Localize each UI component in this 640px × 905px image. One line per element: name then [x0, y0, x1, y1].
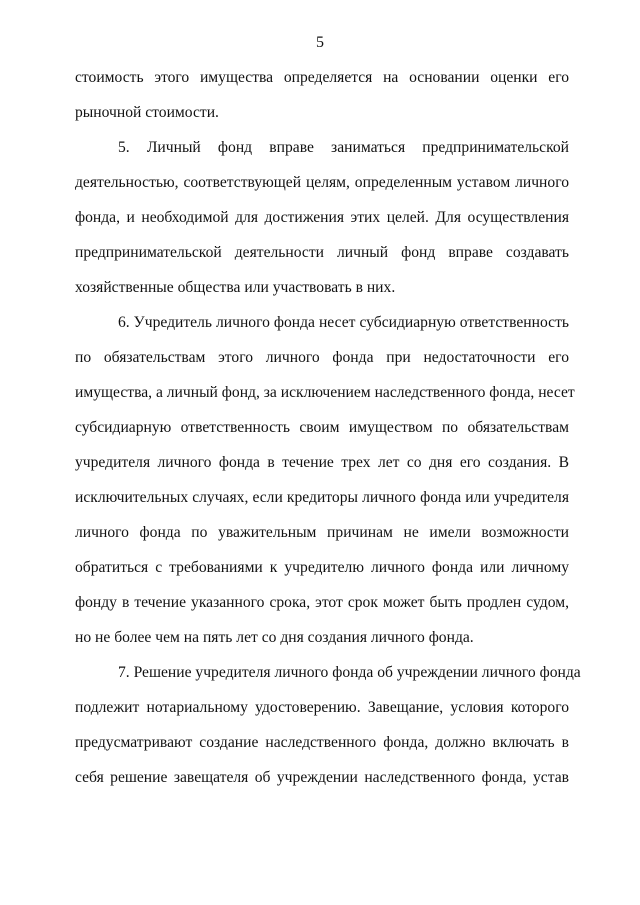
text-line: 6. Учредитель личного фонда несет субсидиарную ответственность — [118, 314, 569, 331]
text-line: но не более чем на пять лет со дня создания личного фонда. — [75, 629, 474, 646]
text-line: исключительных случаях, если кредиторы личного фонда или учредителя — [75, 489, 569, 506]
text-line: предпринимательской деятельности личный фонд вправе создавать — [75, 244, 569, 261]
text-line: стоимость этого имущества определяется на основании оценки его — [75, 69, 569, 86]
text-line: имущества, а личный фонд, за исключением наследственного фонда, несет — [75, 384, 575, 401]
text-line: 5. Личный фонд вправе заниматься предпринимательской — [118, 139, 569, 156]
page-number: 5 — [316, 34, 324, 51]
text-line: подлежит нотариальному удостоверению. Завещание, условия которого — [75, 699, 569, 716]
text-line: рыночной стоимости. — [75, 104, 219, 121]
text-line: субсидиарную ответственность своим имуществом по обязательствам — [75, 419, 569, 436]
text-line: 7. Решение учредителя личного фонда об учреждении личного фонда — [118, 664, 581, 681]
text-line: предусматривают создание наследственного фонда, должно включать в — [75, 734, 569, 751]
text-line: себя решение завещателя об учреждении наследственного фонда, устав — [75, 769, 569, 786]
text-line: фонду в течение указанного срока, этот срок может быть продлен судом, — [75, 594, 569, 611]
text-line: деятельностью, соответствующей целям, определенным уставом личного — [75, 174, 569, 191]
text-line: обратиться с требованиями к учредителю личного фонда или личному — [75, 559, 569, 576]
text-line: хозяйственные общества или участвовать в них. — [75, 279, 396, 296]
text-line: фонда, и необходимой для достижения этих целей. Для осуществления — [75, 209, 569, 226]
text-line: учредителя личного фонда в течение трех лет со дня его создания. В — [75, 454, 569, 471]
text-line: личного фонда по уважительным причинам не имели возможности — [75, 524, 569, 541]
text-line: по обязательствам этого личного фонда при недостаточности его — [75, 349, 569, 366]
